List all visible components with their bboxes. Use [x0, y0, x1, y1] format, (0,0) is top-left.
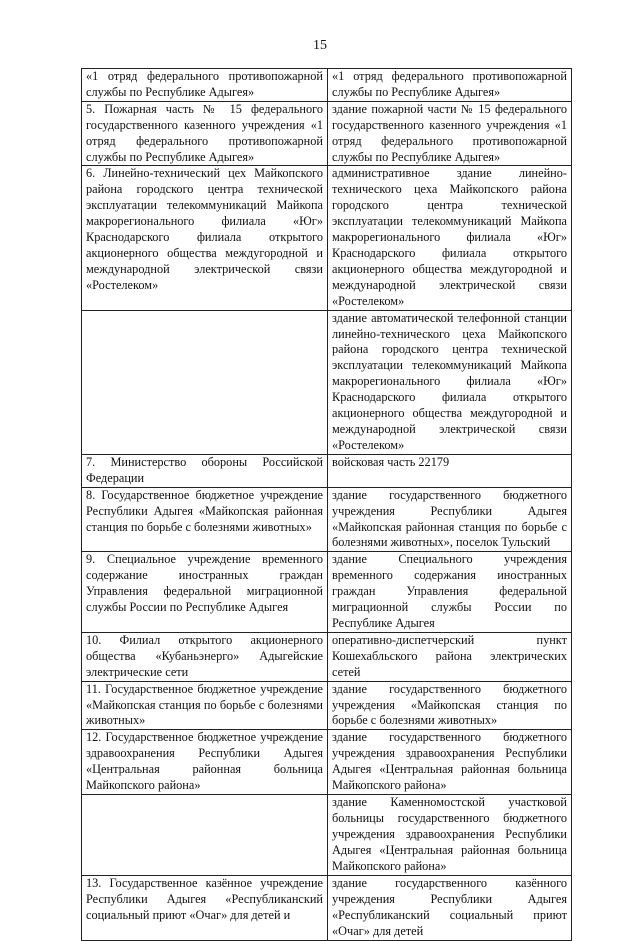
- organization-cell: «1 отряд федерального противопожарной службы по Республике Адыгея»: [82, 69, 328, 102]
- building-cell: войсковая часть 22179: [328, 454, 572, 487]
- organization-cell: [82, 310, 328, 454]
- building-cell: здание Специального учреждения временного содержания иностранных граждан Управления федеральной миграционной службы России по Республике Адыгея: [328, 552, 572, 633]
- organization-cell: 13. Государственное казённое учреждение Республики Адыгея «Республиканский социальный приют «Очаг» для детей и: [82, 875, 328, 940]
- building-cell: здание государственного бюджетного учреждения здравоохранения Республики Адыгея «Центральная районная больница Майкопского района»: [328, 730, 572, 795]
- table-row: [82, 795, 572, 876]
- table-row: [82, 487, 572, 552]
- table-row: [82, 101, 572, 166]
- organization-cell: 11. Государственное бюджетное учреждение «Майкопская станция по борьбе с болезнями животных»: [82, 681, 328, 730]
- building-cell: здание государственного казённого учреждения Республики Адыгея «Республиканский социальный приют «Очаг» для детей: [328, 875, 572, 940]
- table-row: [82, 310, 572, 454]
- table-row: [82, 454, 572, 487]
- building-cell: «1 отряд федерального противопожарной службы по Республике Адыгея»: [328, 69, 572, 102]
- table-row: [82, 552, 572, 633]
- table-row: [82, 166, 572, 310]
- building-cell: здание государственного бюджетного учреждения «Майкопская станция по борьбе с болезнями животных»: [328, 681, 572, 730]
- organization-cell: 7. Министерство обороны Российской Федерации: [82, 454, 328, 487]
- organization-cell: 5. Пожарная часть № 15 федерального государственного казенного учреждения «1 отряд федерального противопожарной службы по Республике Адыгея»: [82, 101, 328, 166]
- organization-cell: 8. Государственное бюджетное учреждение Республики Адыгея «Майкопская районная станция по борьбе с болезнями животных»: [82, 487, 328, 552]
- table-row: [82, 730, 572, 795]
- organization-cell: 12. Государственное бюджетное учреждение здравоохранения Республики Адыгея «Центральная районная больница Майкопского района»: [82, 730, 328, 795]
- table-row: [82, 69, 572, 102]
- building-cell: здание Каменномостской участковой больницы государственного бюджетного учреждения здравоохранения Республики Адыгея «Центральная районная больница Майкопского района»: [328, 795, 572, 876]
- building-cell: оперативно-диспетчерский пункт Кошехабльского района электрических сетей: [328, 632, 572, 681]
- building-cell: здание пожарной части № 15 федерального государственного казенного учреждения «1 отряд федерального противопожарной службы по Республике Адыгея»: [328, 101, 572, 166]
- table-row: [82, 681, 572, 730]
- table-row: [82, 875, 572, 940]
- building-cell: административное здание линейно-технического цеха Майкопского района городского центра технической эксплуатации телекоммуникаций Майкопа макрорегионального филиала «Юг» Краснодарского филиала открытого акционерного общества междугородной и международной электрической связи «Ростелеком»: [328, 166, 572, 310]
- organization-cell: 10. Филиал открытого акционерного общества «Кубаньэнерго» Адыгейские электрические сети: [82, 632, 328, 681]
- table-row: [82, 632, 572, 681]
- organizations-table: [81, 68, 572, 941]
- organization-cell: 9. Специальное учреждение временного содержание иностранных граждан Управления федеральной миграционной службы России по Республике Адыгея: [82, 552, 328, 633]
- organization-cell: 6. Линейно-технический цех Майкопского района городского центра технической эксплуатации телекоммуникаций Майкопа макрорегионального филиала «Юг» Краснодарского филиала открытого акционерного общества междугородной и международной электрической связи «Ростелеком»: [82, 166, 328, 310]
- page-number: 15: [313, 38, 327, 53]
- building-cell: здание автоматической телефонной станции линейно-технического цеха Майкопского района городского центра технической эксплуатации телекоммуникаций Майкопа макрорегионального филиала «Юг» Краснодарского филиала открытого акционерного общества междугородной и международной электрической связи «Ростелеком»: [328, 310, 572, 454]
- building-cell: здание государственного бюджетного учреждения Республики Адыгея «Майкопская районная станция по борьбе с болезнями животных», поселок Тульский: [328, 487, 572, 552]
- organization-cell: [82, 795, 328, 876]
